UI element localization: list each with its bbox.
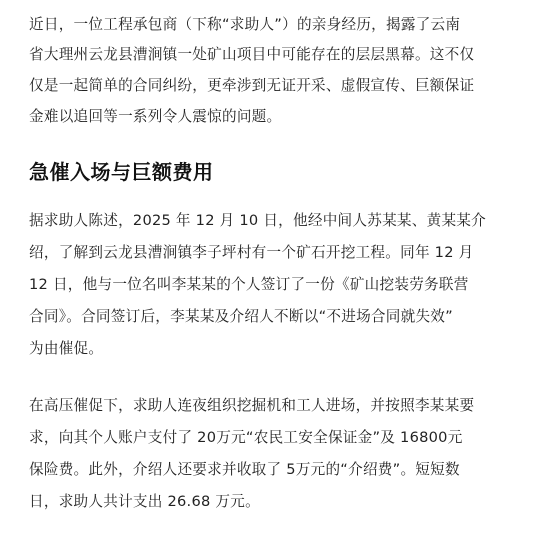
text-line: 据求助人陈述，2025 年 12 月 10 日，他经中间人苏某某、黄某某介 bbox=[29, 212, 486, 229]
text-line: 保险费。此外，介绍人还要求并收取了 5万元的“介绍费”。短短数 bbox=[29, 461, 460, 478]
text-line: 12 日，他与一位名叫李某某的个人签订了一份《矿山挖装劳务联营 bbox=[29, 276, 469, 293]
text-line: 日，求助人共计支出 26.68 万元。 bbox=[29, 493, 260, 510]
text-line: 绍，了解到云龙县漕涧镇李子坪村有一个矿石开挖工程。同年 12 月 bbox=[29, 244, 474, 261]
text-line: 在高压催促下，求助人连夜组织挖掘机和工人进场，并按照李某某要 bbox=[29, 397, 475, 414]
text-line: 为由催促。 bbox=[29, 340, 104, 357]
text-line: 合同》。合同签订后，李某某及介绍人不断以“不进场合同就失效” bbox=[29, 308, 453, 325]
text-line: 近日，一位工程承包商（下称“求助人”）的亲身经历，揭露了云南 bbox=[29, 16, 461, 33]
text-line: 仅是一起简单的合同纠纷，更牵涉到无证开采、虚假宣传、巨额保证 bbox=[29, 77, 475, 94]
text-line: 求，向其个人账户支付了 20万元“农民工安全保证金”及 16800元 bbox=[29, 429, 463, 446]
text-line: 金难以追回等一系列令人震惊的问题。 bbox=[29, 108, 282, 125]
text-line: 省大理州云龙县漕涧镇一处矿山项目中可能存在的层层黑幕。这不仅 bbox=[29, 46, 475, 63]
section-heading: 急催入场与巨额费用 bbox=[29, 160, 214, 184]
